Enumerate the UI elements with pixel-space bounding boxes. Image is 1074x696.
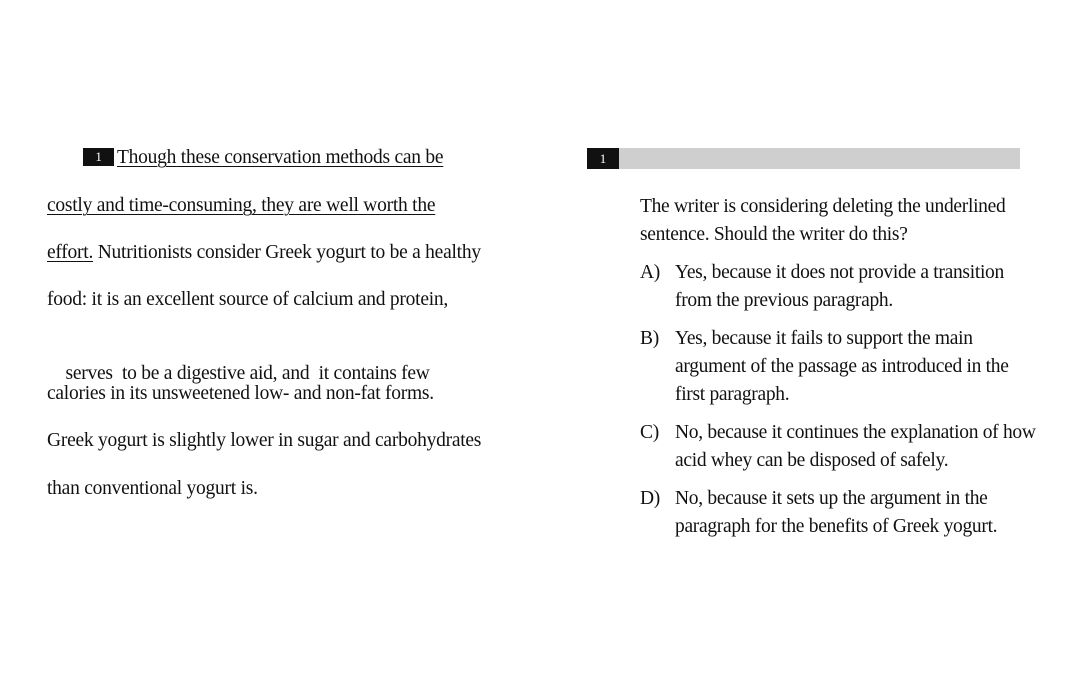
- passage-line: [47, 240, 481, 266]
- answer-choice-c[interactable]: [640, 419, 1074, 475]
- passage-line: [47, 287, 448, 313]
- choice-text-line: acid whey can be disposed of safely.: [675, 450, 949, 471]
- underlined-text[interactable]: costly and time-consuming, they are well worth the: [47, 195, 436, 216]
- passage-text: than conventional yogurt is.: [47, 478, 258, 499]
- passage-text: Greek yogurt is slightly lower in sugar and carbohydrates: [47, 430, 482, 451]
- answer-choice-b[interactable]: [640, 325, 1074, 409]
- choice-letter: A): [640, 262, 660, 283]
- choice-text-line: No, because it continues the explanation of how: [675, 422, 1036, 443]
- choice-text-line: from the previous paragraph.: [675, 290, 893, 311]
- choice-text-line: No, because it sets up the argument in the: [675, 488, 988, 509]
- choice-text-line: paragraph for the benefits of Greek yogurt.: [675, 516, 998, 537]
- choice-text-line: Yes, because it does not provide a transition: [675, 262, 1004, 283]
- passage-line: [47, 476, 258, 502]
- passage-line: [47, 193, 435, 219]
- passage-line: [83, 145, 443, 171]
- passage-text: calories in its unsweetened low- and non-fat forms.: [47, 383, 434, 404]
- answer-choice-d[interactable]: [640, 485, 1074, 541]
- passage-text: Nutritionists consider Greek yogurt to be a healthy: [93, 242, 481, 263]
- choice-text-line: Yes, because it fails to support the main: [675, 328, 973, 349]
- choice-letter: D): [640, 488, 660, 509]
- question-number: 1: [587, 148, 619, 169]
- passage-text: serves to be a digestive aid, and it contains few: [65, 363, 430, 384]
- choice-text-line: first paragraph.: [675, 384, 790, 405]
- choice-letter: C): [640, 422, 659, 443]
- question-header-bar: [587, 148, 1020, 169]
- underlined-text[interactable]: Though these conservation methods can be: [117, 147, 444, 168]
- choice-letter: B): [640, 328, 659, 349]
- passage-text: food: it is an excellent source of calcium and protein,: [47, 289, 449, 310]
- passage-line: [47, 381, 434, 407]
- question-prompt: The writer is considering deleting the underlined sentence. Should the writer do this?: [640, 196, 1006, 245]
- underlined-text[interactable]: effort.: [47, 242, 94, 263]
- answer-choice-a[interactable]: [640, 259, 1074, 315]
- choice-text-line: argument of the passage as introduced in the: [675, 356, 1009, 377]
- passage-line: [47, 428, 481, 454]
- passage-question-number[interactable]: 1: [83, 148, 114, 166]
